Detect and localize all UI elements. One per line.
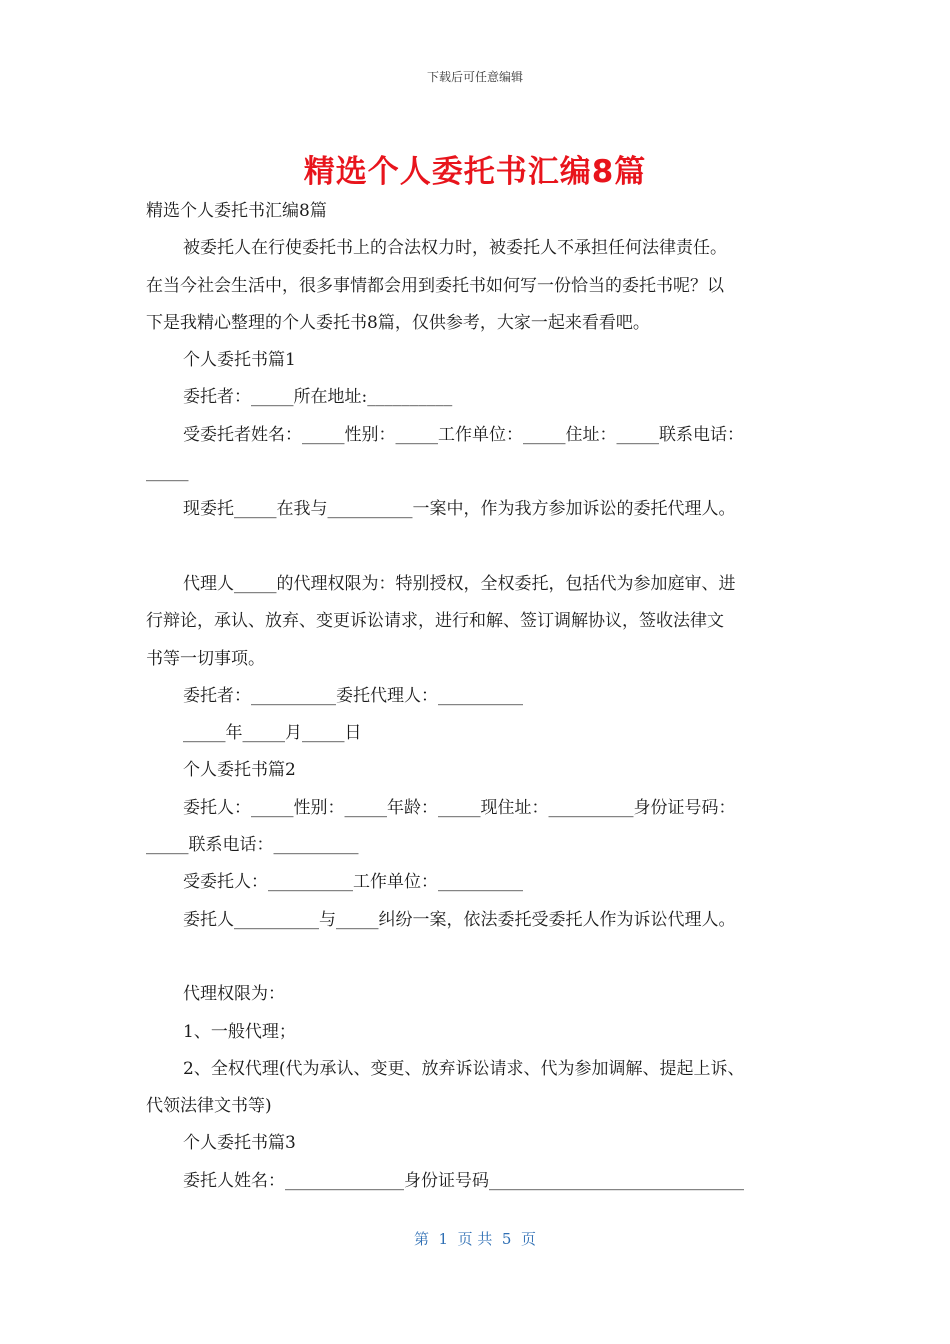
header-note: 下载后可任意编辑: [426, 70, 523, 84]
intro-line-1: 被委托人在行使委托书上的合法权力时，被委托人不承担任何法律责任。: [183, 238, 727, 259]
s1-entrust-line: 现委托_____在我与__________一案中，作为我方参加诉讼的委托代理人。: [183, 499, 736, 520]
s1-authority-line-1: 代理人_____的代理权限为：特别授权，全权委托，包括代为参加庭审、进: [183, 573, 736, 594]
section-heading-1: 个人委托书篇1: [183, 350, 296, 371]
subtitle-line: 精选个人委托书汇编8篇: [146, 201, 327, 221]
intro-line-2: 在当今社会生活中，很多事情都会用到委托书如何写一份恰当的委托书呢？以: [146, 275, 724, 296]
s1-authority-line-3: 书等一切事项。: [146, 648, 265, 669]
s1-agent-phone-blank: _____: [146, 462, 189, 483]
spacer: [146, 939, 810, 976]
s2-principal-line: 委托人：_____性别：_____年龄：_____现住址：__________身份证号码：: [183, 797, 736, 818]
s2-authority-item-1: 1、一般代理；: [183, 1021, 296, 1042]
section-heading-2: 个人委托书篇2: [183, 760, 296, 781]
s1-signature-line: 委托者：__________委托代理人：__________: [183, 685, 523, 706]
s2-authority-item-2: 2、全权代理(代为承认、变更、放弃诉讼请求、代为参加调解、提起上诉、: [183, 1058, 745, 1079]
s1-agent-info-line: 受委托者姓名：_____性别：_____工作单位：_____住址：_____联系电话：: [183, 424, 744, 445]
s2-authority-heading: 代理权限为：: [183, 984, 285, 1005]
spacer: [146, 529, 810, 566]
document-body: [146, 193, 810, 1200]
s1-authority-line-2: 行辩论，承认、放弃、变更诉讼请求，进行和解、签订调解协议，签收法律文: [146, 611, 724, 632]
s2-agent-line: 受委托人：__________工作单位：__________: [183, 872, 523, 893]
s1-principal-line: 委托者：_____所在地址:__________: [183, 387, 453, 408]
s2-authority-item-2-cont: 代领法律文书等): [146, 1096, 272, 1117]
intro-line-3: 下是我精心整理的个人委托书8篇，仅供参考，大家一起来看看吧。: [146, 312, 650, 333]
s2-entrust-line: 委托人__________与_____纠纷一案，依法委托受委托人作为诉讼代理人。: [183, 909, 736, 930]
s3-principal-line: 委托人姓名：______________身份证号码______________________________: [183, 1170, 744, 1191]
page-footer: 第 1 页 共 5 页: [414, 1230, 536, 1248]
s1-date-line: _____年_____月_____日: [183, 723, 362, 744]
section-heading-3: 个人委托书篇3: [183, 1133, 296, 1154]
document-title: 精选个人委托书汇编8篇: [303, 154, 647, 190]
s2-phone-line: _____联系电话：__________: [146, 835, 359, 856]
